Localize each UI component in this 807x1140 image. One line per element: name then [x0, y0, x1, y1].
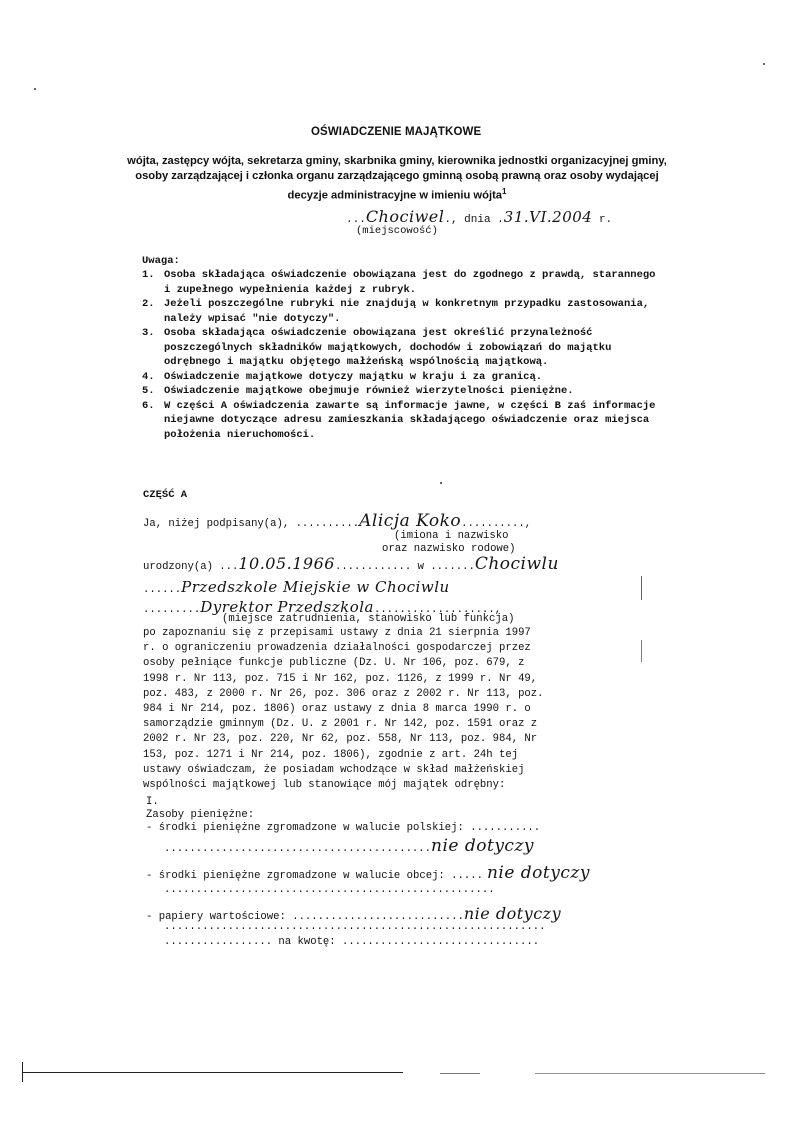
subtitle-footnote-marker: 1 [502, 187, 507, 196]
legal-basis-paragraph: po zapoznaniu się z przepisami ustawy z dnia 21 sierpnia 1997 r. o ograniczeniu prowadzenia działalności gospodarczej przez osoby pełniące funkcje publiczne (Dz. U. Nr 106, poz. 679, z 1998 r. Nr 113, poz. 715 i Nr 162, poz. 1126, z 1999 r. Nr 49, poz. 483, z 2000 r. Nr 26, poz. 306 oraz z 2002 r. Nr 113, poz. 984 i Nr 214, poz. 1806) oraz ustawy z dnia 8 marca 1990 r. o samorządzie gminnym (Dz. U. z 2001 r. Nr 142, poz. 1591 oraz z 2002 r. Nr 23, poz. 220, Nr 62, poz. 558, Nr 113, poz. 984, Nr 153, poz. 1271 i Nr 214, poz. 1806), zgodnie z art. 24h tej ustawy oświadczam, że posiadam wchodzące w skład małżeńskiej wspólności majątkowej lub stanowiące mój majątek odrębny: [143, 627, 544, 792]
workplace-line-1 [143, 580, 450, 598]
pln-funds-dots: .......................................... [164, 843, 432, 855]
workplace-dots-end: ..................., [373, 604, 502, 616]
pln-funds-handwritten: nie dotyczy [431, 836, 534, 856]
workplace-dots-2: ......... [143, 604, 201, 616]
signed-prefix: Ja, niżej podpisany(a), .......... [143, 518, 360, 530]
position-handwritten: Dyrektor Przedszkola [200, 598, 374, 616]
pln-funds-dots-row [164, 836, 534, 857]
scan-speck [763, 63, 765, 65]
scan-speck [34, 88, 36, 90]
pln-funds-label: - środki pieniężne zgromadzone w walucie polskiej: ........... [146, 822, 541, 834]
birth-place-handwritten: Chociwlu [474, 554, 559, 574]
scan-bottom-edge-fragment-right [535, 1073, 765, 1074]
document-subtitle [117, 154, 677, 204]
securities-dots: ............................................................ [164, 921, 546, 933]
place-date-line [346, 207, 612, 226]
place-caption: (miejscowość) [356, 225, 438, 237]
scan-right-margin-mark-2 [641, 640, 642, 662]
name-handwritten: Alicja Koko [359, 511, 462, 531]
securities-amount-line: ................. na kwotę: ............................... [164, 936, 540, 948]
scan-left-edge-mark [22, 1062, 23, 1082]
signed-dots-end: .........., [461, 518, 532, 530]
part-a-header: CZĘŚĆ A [143, 489, 188, 501]
scan-bottom-edge-line [23, 1072, 403, 1073]
workplace-handwritten: Przedszkole Miejskie w Chociwlu [181, 578, 450, 596]
scan-speck [440, 482, 442, 484]
born-line [143, 556, 559, 575]
birth-date-handwritten: 10.05.1966 [238, 554, 335, 573]
notes-list [142, 268, 662, 442]
workplace-caption: (miejsce zatrudnienia, stanowisko lub funkcja) [222, 613, 515, 625]
name-caption-1: (imiona i nazwisko [394, 530, 509, 542]
name-caption-2: oraz nazwisko rodowe) [382, 543, 516, 555]
place-dots-left: ... [346, 214, 366, 226]
document-title: OŚWIADCZENIE MAJĄTKOWE [311, 126, 482, 138]
note-item-6: 6. W części A oświadczenia zawarte są informacje jawne, w części B zaś informacje niejawne dotyczące adresu zamieszkania składającego oświadczenie oraz miejsca położenia nieruchomości. [142, 399, 656, 441]
foreign-funds-label: - środki pieniężne zgromadzone w walucie obcej: ..... [146, 870, 483, 882]
scan-right-margin-mark-1 [641, 576, 642, 600]
place-handwritten: Chociwel [365, 207, 445, 226]
note-item-4: 4. Oświadczenie majątkowe dotyczy majątku w kraju i za granicą. [142, 370, 543, 383]
scan-bottom-edge-fragment [440, 1073, 480, 1074]
securities-label: - papiery wartościowe: ........................... [146, 911, 464, 923]
note-item-2: 2. Jeżeli poszczególne rubryki nie znajdują w konkretnym przypadku zastosowania, należy wpisać "nie dotyczy". [142, 298, 650, 325]
born-mid: ............ w ....... [334, 561, 475, 573]
notes-header: Uwaga: [142, 255, 180, 267]
place-dots-mid: ., dnia . [444, 214, 504, 226]
subtitle-text: wójta, zastępcy wójta, sekretarza gminy, skarbnika gminy, kierownika jednostki organizacyjnej gminy, osoby zarządzającej i członka organu zarządzającego gminną osobą prawną oraz osoby wydającej decyzje administracyjne w imieniu wójta [127, 155, 667, 202]
section-1-heading: Zasoby pieniężne: [146, 809, 255, 821]
note-item-3: 3. Osoba składająca oświadczenie obowiązana jest określić przynależność poszczególnych składników majątkowych, dochodów i zobowiązań do majątku odrębnego i majątku objętego małżeńską wspólnością majątkową. [142, 327, 612, 368]
note-item-1: 1. Osoba składająca oświadczenie obowiązana jest do zgodnego z prawdą, starannego i zupełnego wypełnienia każdej z rubryk. [142, 269, 656, 296]
section-1-roman: I. [146, 796, 159, 808]
securities-handwritten: nie dotyczy [463, 904, 562, 923]
foreign-funds-dots: .................................................... [164, 884, 495, 896]
note-item-5: 5. Oświadczenie majątkowe obejmuje również wierzytelności pieniężne. [142, 385, 574, 397]
date-suffix: r. [592, 214, 613, 226]
foreign-funds-handwritten: nie dotyczy [486, 863, 590, 883]
born-prefix: urodzony(a) ... [143, 561, 239, 573]
workplace-dots-1: ...... [143, 584, 182, 596]
foreign-funds-label-row [146, 863, 590, 884]
date-handwritten: 31.VI.2004 [503, 208, 593, 226]
